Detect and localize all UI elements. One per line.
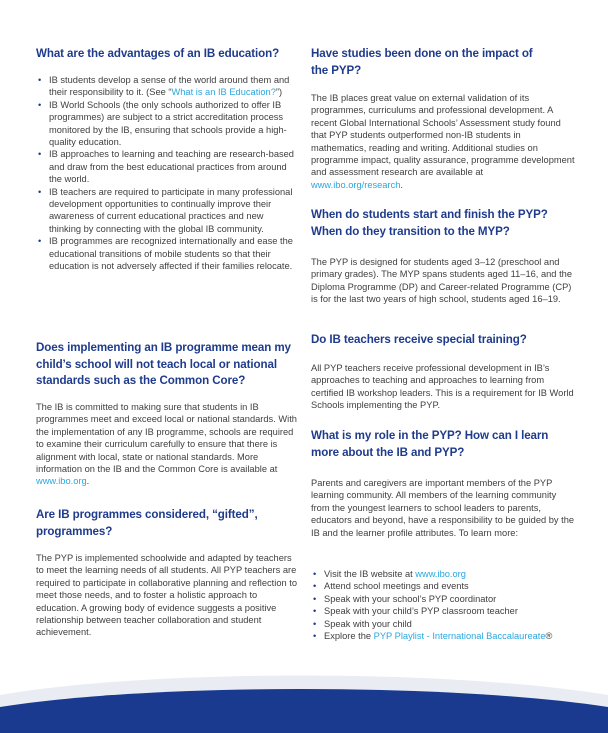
list-item-text: Explore the — [324, 631, 374, 642]
advantages-heading: What are the advantages of an IB education? — [36, 47, 280, 60]
list-item-text: IB approaches to learning and teaching are research-based and draw from the best educational practices from around the world. — [49, 149, 294, 185]
role-body: Parents and caregivers are important members of the PYP learning community. All members of the learning community from the youngest learners to school leaders to parents, educators and beyond, have a responsibility to be guided by the IB and the learner profile attributes. To learn more: — [311, 478, 575, 538]
bullet-icon: • — [38, 75, 42, 85]
list-item-text: IB programmes are recognized internationally and ease the educational transitions of mobile students so that their education is not adversely affected if their families relocate. — [49, 236, 293, 272]
list-item — [36, 235, 298, 272]
studies-text-after: . — [400, 179, 403, 190]
bullet-icon: • — [38, 99, 42, 110]
studies-heading: Have studies been done on the impact of the PYP? — [311, 47, 533, 77]
list-item-text-after: ”) — [275, 87, 283, 98]
list-item — [311, 630, 577, 642]
start-heading: When do students start and finish the PYP? When do they transition to the MYP? — [311, 208, 548, 238]
start-body: The PYP is designed for students aged 3–12 (preschool and primary grades). The MYP spans students aged 11–16, and the Diploma Programme (DP) and Career-related Programme (CP) is for the last two years of high school, students aged 16–19. — [311, 257, 572, 305]
list-item-text: IB students develop a sense of the world around them and their responsibility to it. (See “ — [49, 75, 290, 98]
list-item-text: Visit the IB website at — [324, 569, 416, 579]
footer-wave — [0, 655, 608, 733]
list-item — [36, 148, 298, 185]
studies-body — [311, 92, 577, 191]
bullet-icon: • — [313, 631, 317, 642]
standards-body — [36, 401, 298, 488]
ibo-research-link[interactable]: www.ibo.org/research — [311, 179, 401, 190]
list-item-text: Speak with your child’s PYP classroom teacher — [324, 606, 518, 617]
bullet-icon: • — [313, 618, 317, 629]
list-item — [311, 593, 577, 605]
bullet-icon: • — [38, 236, 42, 247]
bullet-icon: • — [38, 186, 42, 197]
list-item — [36, 74, 298, 99]
standards-text-after: . — [86, 476, 90, 487]
gifted-heading: Are IB programmes considered, “gifted”, programmes? — [36, 508, 258, 538]
training-heading: Do IB teachers receive special training? — [311, 333, 527, 346]
standards-text: The IB is committed to making sure that students in IB programmes meet and exceed local or national standards. With the implementation of any IB programme, schools are required to examine their curriculum carefully to ensure that there is alignment with local, state or national standards. More information on the IB and the Common Core is available at — [36, 402, 297, 475]
list-item-text: IB teachers are required to participate in many professional development opportunities to continually improve their awareness of current educational practices and new thinking by connecting with the global IB community. — [49, 186, 293, 234]
bullet-icon: • — [313, 581, 317, 592]
list-item — [311, 618, 577, 630]
advantages-list — [36, 74, 298, 273]
gifted-body: The PYP is implemented schoolwide and adapted by teachers to meet the learning needs of all students. All PYP teachers are required to participate in collaborative planning and reflection to meet those needs, and to foster a holistic approach to education. A growing body of evidence suggests a positive relationship between teacher collaboration and student achievement. — [36, 553, 297, 638]
ibo-link[interactable]: www.ibo.org — [36, 476, 87, 487]
bullet-icon: • — [313, 569, 317, 579]
standards-heading: Does implementing an IB programme mean my child’s school will not teach local or national standards such as the Common Core? — [36, 341, 291, 387]
role-heading: What is my role in the PYP? How can I learn more about the IB and PYP? — [311, 429, 549, 459]
list-item — [311, 580, 577, 592]
pyp-playlist-link[interactable]: PYP Playlist - International Baccalaureate — [373, 631, 546, 642]
what-is-ib-link[interactable]: What is an IB Education? — [171, 87, 276, 98]
bullet-icon: • — [313, 593, 317, 604]
list-item-text: Attend school meetings and events — [324, 581, 469, 592]
training-body: All PYP teachers receive professional development in IB’s approaches to teaching and approaches to learning from certified IB workshop leaders. This is a requirement for IB World Schools implementing the PYP. — [311, 363, 574, 411]
studies-text: The IB places great value on external validation of its programmes, curriculums and professional development. A recent Global International Schools’ Assessment study found that PYP students outperformed non-IB students in mathematics, reading and writing. Additional studies on programme impact, quality assurance, programme development and assessment research are available at — [311, 93, 575, 178]
list-item — [311, 568, 577, 580]
list-item-text: Speak with your child — [324, 618, 412, 629]
list-item-text-after: ® — [545, 631, 553, 642]
bullet-icon: • — [38, 149, 42, 160]
role-list — [311, 568, 577, 642]
list-item — [311, 605, 577, 617]
list-item — [36, 186, 298, 236]
list-item-text: IB World Schools (the only schools authorized to offer IB programmes) are subject to a strict accreditation process monitored by the IB, ensuring that schools provide a high-quality education. — [49, 99, 287, 148]
list-item-text: Speak with your school’s PYP coordinator — [324, 593, 497, 604]
ibo-website-link[interactable]: www.ibo.org — [415, 569, 466, 579]
bullet-icon: • — [313, 606, 317, 617]
list-item — [36, 99, 298, 149]
